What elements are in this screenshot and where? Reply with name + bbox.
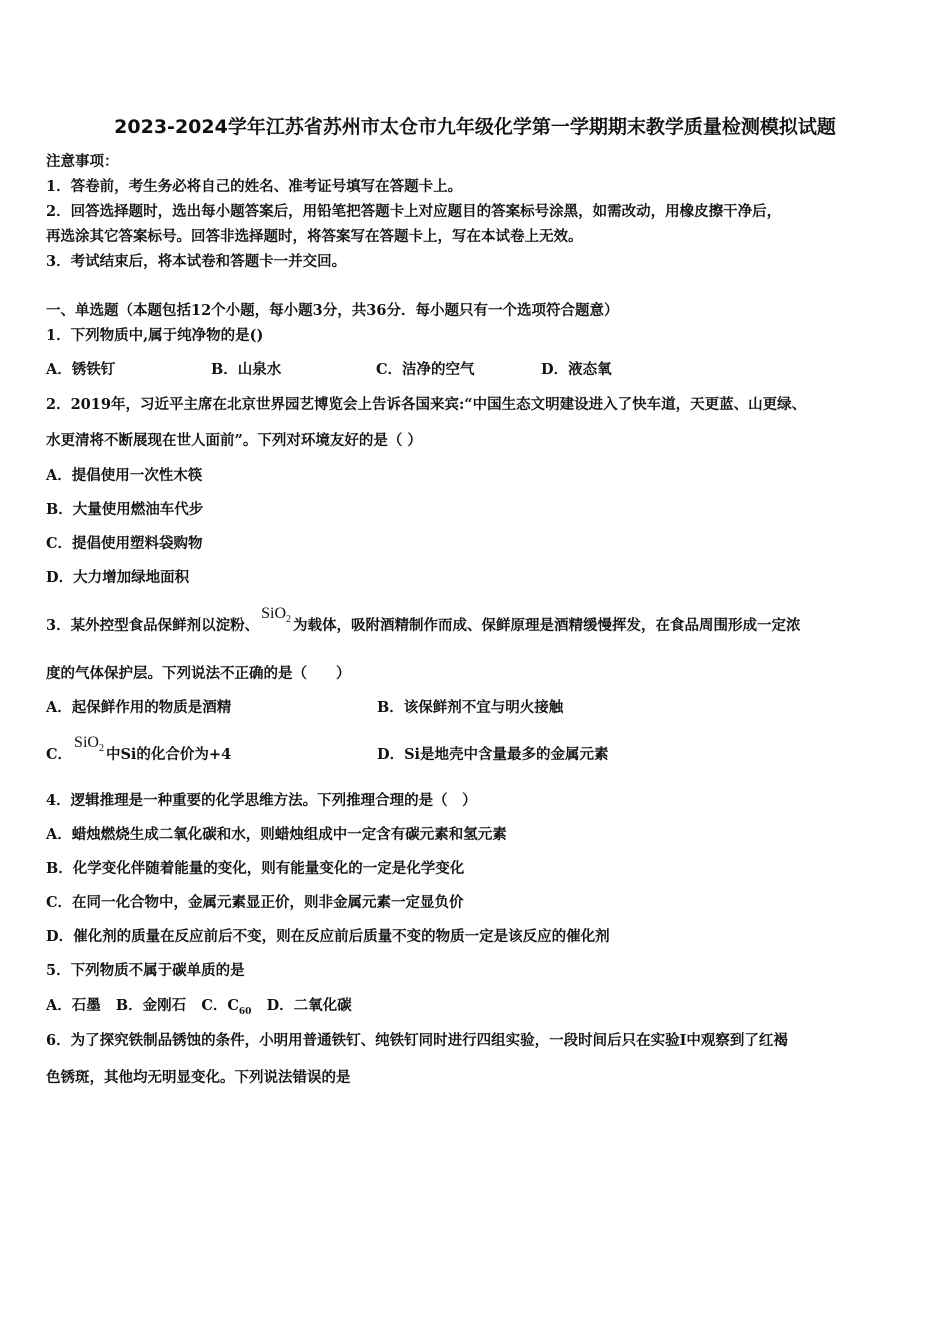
option-text: C．C <box>201 997 239 1014</box>
option-a: A．起保鲜作用的物质是酒精 <box>46 699 232 716</box>
option-c: C．在同一化合物中，金属元素显正价，则非金属元素一定显负价 <box>46 894 464 911</box>
option-c: C．提倡使用塑料袋购物 <box>46 535 203 552</box>
question-3-stem-line1 <box>46 605 801 642</box>
option-b: B．化学变化伴随着能量的变化，则有能量变化的一定是化学变化 <box>46 860 465 877</box>
option-a: A．蜡烛燃烧生成二氧化碳和水，则蜡烛组成中一定含有碳元素和氢元素 <box>46 826 507 843</box>
option-b: B．山泉水 <box>211 361 282 378</box>
option-d: D．二氧化碳 <box>266 997 352 1014</box>
question-4-stem: 4．逻辑推理是一种重要的化学思维方法。下列推理合理的是（ ） <box>46 792 477 809</box>
option-label: C． <box>46 746 73 763</box>
section-heading: 一、单选题（本题包括12个小题，每小题3分，共36分．每小题只有一个选项符合题意） <box>46 302 619 319</box>
question-2-stem-line2: 水更清将不断展现在世人面前”。下列对环境友好的是（ ） <box>46 432 422 449</box>
sio2-formula <box>261 605 291 626</box>
question-1-options <box>46 360 906 380</box>
formula-subscript: 2 <box>98 743 104 755</box>
notice-item: 3．考试结束后，将本试卷和答题卡一并交回。 <box>46 253 347 270</box>
option-c <box>201 997 252 1017</box>
stem-text: 3．某外控型食品保鲜剂以淀粉、 <box>46 617 260 634</box>
question-3-stem-line2: 度的气体保护层。下列说法不正确的是（ ） <box>46 665 351 682</box>
question-5-stem: 5．下列物质不属于碳单质的是 <box>46 962 245 979</box>
formula-text: SiO <box>74 734 99 751</box>
option-text: 中Si的化合价为+4 <box>105 746 232 763</box>
option-a: A．石墨 <box>46 997 101 1014</box>
page-title: 2023-2024学年江苏省苏州市太仓市九年级化学第一学期期末教学质量检测模拟试题 <box>114 116 836 138</box>
formula-text: SiO <box>261 605 286 622</box>
sio2-formula <box>74 734 104 755</box>
option-c: C．洁净的空气 <box>376 361 475 378</box>
question-2-stem-line1: 2．2019年，习近平主席在北京世界园艺博览会上告诉各国来宾:“中国生态文明建设进入了快车道，天更蓝、山更绿、 <box>46 396 807 413</box>
notice-item: 1．答卷前，考生务必将自己的姓名、准考证号填写在答题卡上。 <box>46 178 463 195</box>
option-b: B．该保鲜剂不宜与明火接触 <box>377 699 564 716</box>
notice-item: 再选涂其它答案标号。回答非选择题时，将答案写在答题卡上，写在本试卷上无效。 <box>46 228 583 245</box>
option-b: B．大量使用燃油车代步 <box>46 501 204 518</box>
formula-subscript: 2 <box>286 614 291 626</box>
option-b: B．金刚石 <box>115 997 187 1014</box>
stem-text: 为载体，吸附酒精制作而成、保鲜原理是酒精缓慢挥发，在食品周围形成一定浓 <box>293 617 801 634</box>
option-d: D．大力增加绿地面积 <box>46 569 190 586</box>
option-c <box>46 734 232 771</box>
option-d: D．Si是地壳中含量最多的金属元素 <box>377 746 609 763</box>
option-d: D．液态氧 <box>541 361 612 378</box>
option-a: A．锈铁钉 <box>46 361 116 378</box>
question-6-stem-line2: 色锈斑，其他均无明显变化。下列说法错误的是 <box>46 1069 351 1086</box>
subscript: 60 <box>238 1006 252 1017</box>
notice-item: 2．回答选择题时，选出每小题答案后，用铅笔把答题卡上对应题目的答案标号涂黑，如需改动，用橡皮擦干净后， <box>46 203 782 220</box>
question-6-stem-line1: 6．为了探究铁制品锈蚀的条件，小明用普通铁钉、纯铁钉同时进行四组实验，一段时间后只在实验Ⅰ中观察到了红褐 <box>46 1032 788 1049</box>
notice-heading: 注意事项： <box>46 153 119 170</box>
question-1-stem: 1．下列物质中,属于纯净物的是() <box>46 327 264 344</box>
option-d: D．催化剂的质量在反应前后不变，则在反应前后质量不变的物质一定是该反应的催化剂 <box>46 928 610 945</box>
question-5-options <box>46 996 352 1022</box>
option-a: A．提倡使用一次性木筷 <box>46 467 203 484</box>
